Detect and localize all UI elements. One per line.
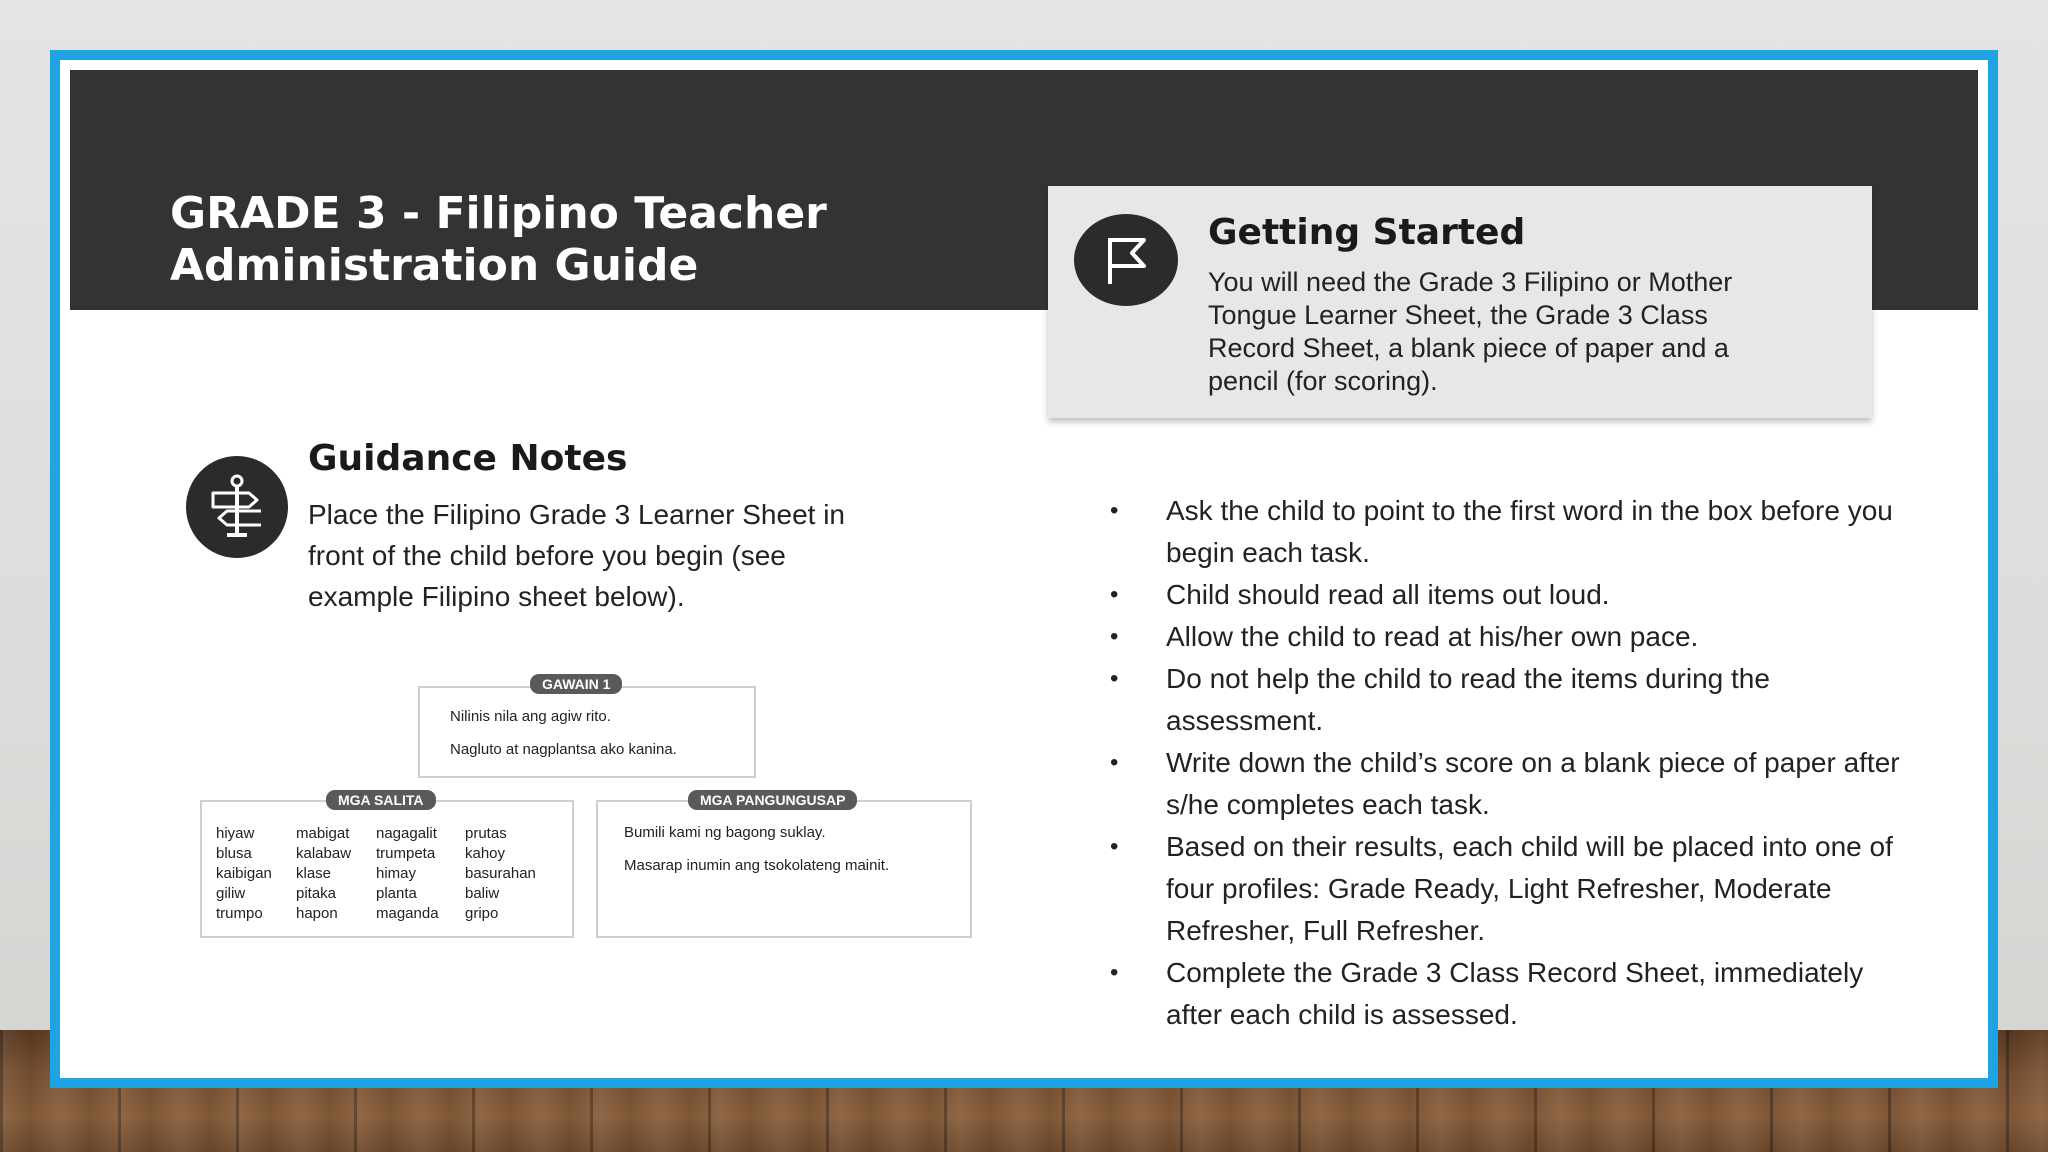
title-line-1: GRADE 3 - Filipino Teacher [170, 188, 827, 239]
instruction-list [1110, 490, 1910, 1036]
word-column-2 [296, 824, 351, 924]
word: hiyaw [216, 825, 255, 842]
word-column-3 [376, 824, 439, 924]
mga-salita-label: MGA SALITA [326, 790, 436, 810]
flag-icon [1074, 214, 1178, 306]
word: prutas [465, 825, 507, 842]
word: trumpo [216, 905, 263, 922]
bullet-icon: • [1110, 833, 1119, 860]
list-item [1110, 490, 1910, 574]
pangungusap-line-1: Bumili kami ng bagong suklay. [624, 824, 826, 841]
word: hapon [296, 905, 338, 922]
gawain-line-2: Nagluto at nagplantsa ako kanina. [450, 741, 677, 758]
bullet-icon: • [1110, 497, 1119, 524]
word: gripo [465, 905, 499, 922]
instruction-text: Complete the Grade 3 Class Record Sheet, immediately after each child is assessed. [1166, 957, 1864, 1030]
pangungusap-line-2: Masarap inumin ang tsokolateng mainit. [624, 857, 890, 874]
word: baliw [465, 885, 500, 902]
list-item [1110, 742, 1910, 826]
slide-title [170, 188, 870, 292]
instruction-text: Write down the child’s score on a blank piece of paper after s/he completes each task. [1166, 747, 1900, 820]
list-item [1110, 658, 1910, 742]
instruction-text: Based on their results, each child will be placed into one of four profiles: Grade Ready, Light Refresher, Moderate Refresher, Full Refresher. [1166, 831, 1893, 946]
word: himay [376, 865, 417, 882]
bullet-icon: • [1110, 581, 1119, 608]
word: nagagalit [376, 825, 437, 842]
bullet-icon: • [1110, 665, 1119, 692]
guidance-notes-title: Guidance Notes [308, 438, 628, 479]
getting-started-card [1048, 186, 1872, 418]
signpost-icon [186, 456, 288, 558]
word: klase [296, 865, 332, 882]
word: planta [376, 885, 417, 902]
getting-started-title: Getting Started [1208, 212, 1526, 253]
word-column-1 [216, 824, 272, 924]
mga-pangungusap-label: MGA PANGUNGUSAP [688, 790, 857, 810]
list-item [1110, 826, 1910, 952]
word: giliw [216, 885, 246, 902]
gawain-label: GAWAIN 1 [530, 674, 622, 694]
slide [50, 50, 1998, 1088]
gawain-line-1: Nilinis nila ang agiw rito. [450, 708, 611, 725]
mga-pangungusap-box [596, 800, 972, 938]
gawain-box [418, 686, 756, 778]
word: basurahan [465, 865, 536, 882]
bullet-icon: • [1110, 623, 1119, 650]
getting-started-text: You will need the Grade 3 Filipino or Mother Tongue Learner Sheet, the Grade 3 Class Record Sheet, a blank piece of paper and a pencil (for scoring). [1208, 267, 1733, 396]
instruction-text: Ask the child to point to the first word in the box before you begin each task. [1166, 495, 1893, 568]
bullet-icon: • [1110, 959, 1119, 986]
word: blusa [216, 845, 252, 862]
title-line-2: Administration Guide [170, 240, 699, 291]
list-item [1110, 616, 1910, 658]
word: pitaka [296, 885, 337, 902]
mga-salita-box [200, 800, 574, 938]
word: kahoy [465, 845, 506, 862]
guidance-notes-text: Place the Filipino Grade 3 Learner Sheet in front of the child before you begin (see example Filipino sheet below). [308, 499, 845, 612]
instruction-text: Do not help the child to read the items during the assessment. [1166, 663, 1770, 736]
instruction-text: Child should read all items out loud. [1166, 579, 1610, 610]
word: mabigat [296, 825, 350, 842]
word: kaibigan [216, 865, 272, 882]
list-item [1110, 952, 1910, 1036]
bullet-icon: • [1110, 749, 1119, 776]
word: maganda [376, 905, 439, 922]
list-item [1110, 574, 1910, 616]
instruction-text: Allow the child to read at his/her own pace. [1166, 621, 1699, 652]
word: kalabaw [296, 845, 352, 862]
word-column-4 [465, 824, 536, 924]
word: trumpeta [376, 845, 436, 862]
